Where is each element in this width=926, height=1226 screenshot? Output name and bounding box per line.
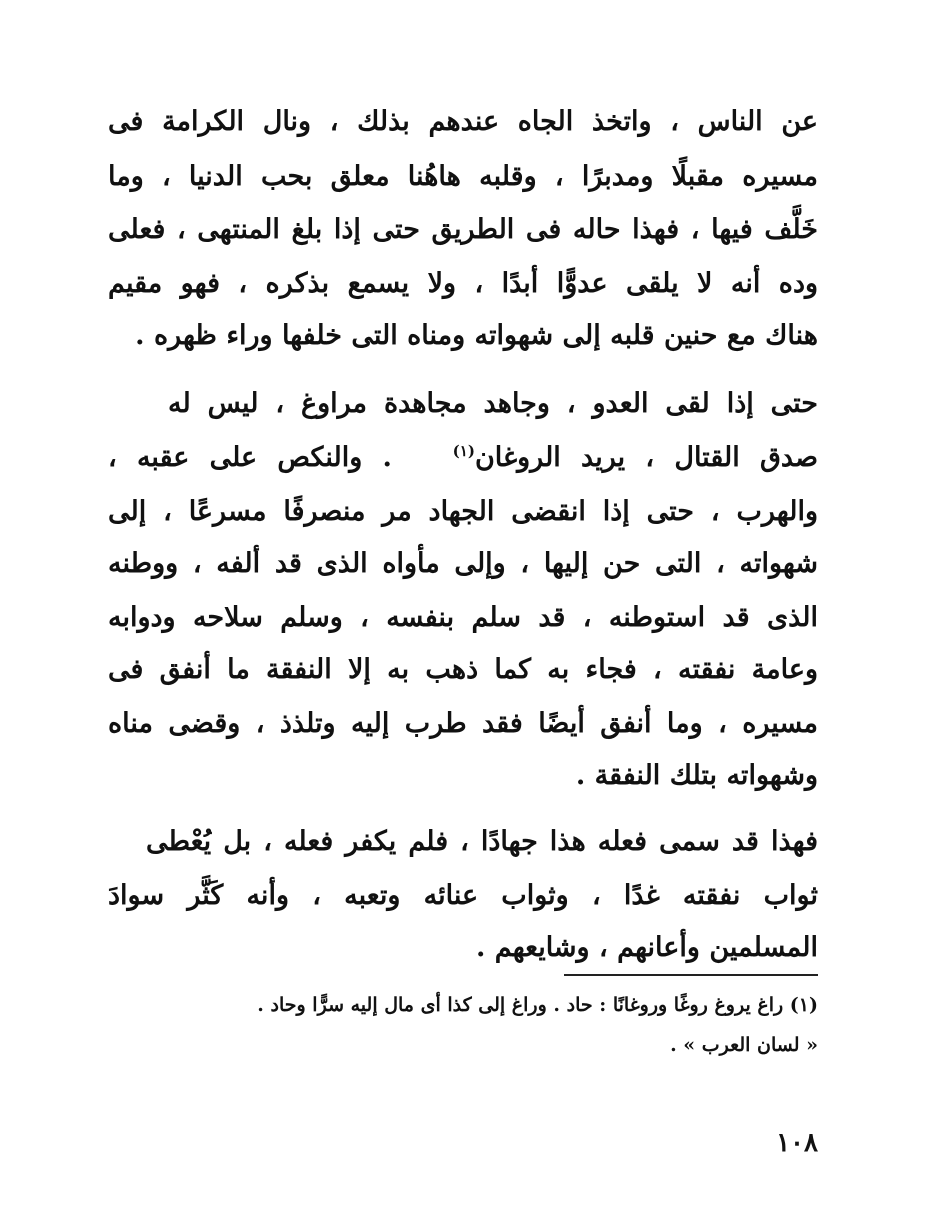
paragraph-2-line-1: حتى إذا لقى العدو ، وجاهد مجاهدة مراوغ ، ليس له — [168, 388, 818, 419]
paragraph-3-line-2: ثواب نفقته غدًا ، وثواب عنائه وتعبه ، وأنه كَثَّر سوادَ — [108, 880, 818, 911]
paragraph-2-line-5: الذى قد استوطنه ، قد سلم بنفسه ، وسلم سلاحه ودوابه — [108, 602, 818, 633]
paragraph-1-line-1: عن الناس ، واتخذ الجاه عندهم بذلك ، ونال الكرامة فى — [108, 106, 818, 137]
footnote-marker: (١) — [452, 442, 475, 460]
paragraph-3-line-3: المسلمين وأعانهم ، وشايعهم . — [475, 932, 818, 963]
footnote-line-2: « لسان العرب » . — [670, 1034, 818, 1056]
paragraph-1-line-2: مسيره مقبلًا ومدبرًا ، وقلبه هاهُنا معلق بحب الدنيا ، وما — [108, 161, 818, 192]
paragraph-1-line-5: هناك مع حنين قلبه إلى شهواته ومناه التى خلفها وراء ظهره . — [135, 320, 818, 351]
page-number: ١٠٨ — [776, 1128, 818, 1158]
footnote-line-1: (١) راغ يروغ روغًا وروغانًا : حاد . وراغ إلى كذا أى مال إليه سرًّا وحاد . — [257, 994, 818, 1016]
paragraph-2-line-2-tail: . والنكص على عقبه ، — [108, 442, 392, 473]
paragraph-2-line-7: مسيره ، وما أنفق أيضًا فقد طرب إليه وتلذذ ، وقضى مناه — [108, 708, 818, 739]
paragraph-3-line-1: فهذا قد سمى فعله هذا جهادًا ، فلم يكفر فعله ، بل يُعْطى — [146, 826, 818, 857]
paragraph-2-line-3: والهرب ، حتى إذا انقضى الجهاد مر منصرفًا مسرعًا ، إلى — [108, 496, 818, 527]
paragraph-2-line-8: وشهواته بتلك النفقة . — [575, 760, 818, 791]
footnote-separator — [564, 974, 818, 976]
paragraph-2-line-4: شهواته ، التى حن إليها ، وإلى مأواه الذى قد ألفه ، ووطنه — [108, 548, 818, 579]
paragraph-1-line-3: خَلَّف فيها ، فهذا حاله فى الطريق حتى إذا بلغ المنتهى ، فعلى — [108, 214, 818, 245]
paragraph-2-line-2-text: صدق القتال ، يريد الروغان — [474, 442, 818, 473]
paragraph-1-line-4: وده أنه لا يلقى عدوًّا أبدًا ، ولا يسمع بذكره ، فهو مقيم — [108, 268, 818, 299]
paragraph-2-line-2 — [108, 440, 818, 476]
paragraph-2-line-6: وعامة نفقته ، فجاء به كما ذهب به إلا النفقة ما أنفق فى — [108, 654, 818, 685]
